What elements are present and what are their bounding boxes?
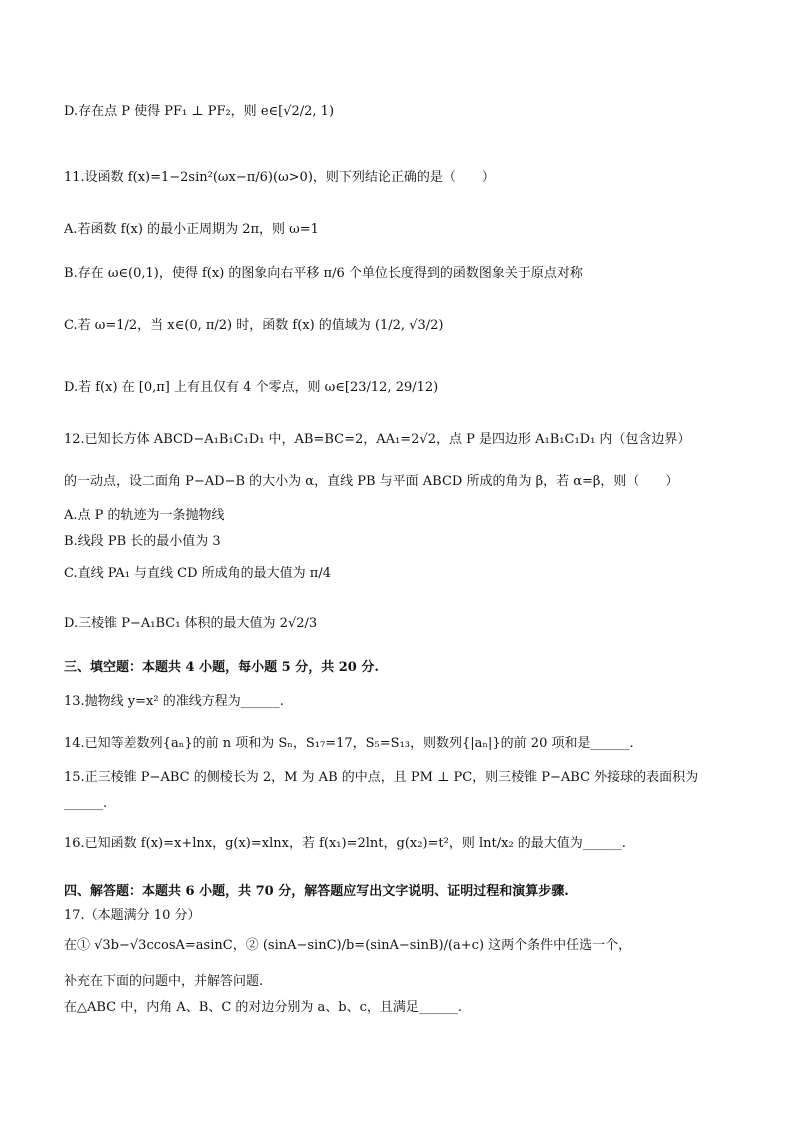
q17-title: 17.（本题满分 10 分） [64, 908, 201, 923]
section3-heading: 三、填空题：本题共 4 小题，每小题 5 分，共 20 分. [64, 660, 379, 675]
section4-heading: 四、解答题：本题共 6 小题，共 70 分，解答题应写出文字说明、证明过程和演算步骤. [64, 884, 569, 899]
q12-option-c: C.直线 PA₁ 与直线 CD 所成角的最大值为 π/4 [64, 566, 331, 581]
q13: 13.抛物线 y=x² 的准线方程为______. [64, 694, 284, 709]
q11-stem: 11.设函数 f(x)=1−2sin²(ωx−π/6)(ω>0)，则下列结论正确的是（ ） [64, 170, 495, 185]
q11-option-d: D.若 f(x) 在 [0,π] 上有且仅有 4 个零点，则 ω∈[23/12, 29/12) [64, 380, 439, 395]
q14: 14.已知等差数列{aₙ}的前 n 项和为 Sₙ，S₁₇=17，S₅=S₁₃，则数列{|aₙ|}的前 20 项和是______. [64, 736, 634, 751]
q10-option-d: D.存在点 P 使得 PF₁ ⊥ PF₂，则 e∈[√2/2, 1) [64, 104, 335, 119]
q15-line2: ______. [64, 796, 108, 811]
q17-conditions: 在① √3b−√3ccosA=asinC，② (sinA−sinC)/b=(sinA−sinB)/(a+c) 这两个条件中任选一个， [64, 938, 632, 953]
q12-stem-line1: 12.已知长方体 ABCD−A₁B₁C₁D₁ 中，AB=BC=2，AA₁=2√2，点 P 是四边形 A₁B₁C₁D₁ 内（包含边界） [64, 432, 691, 447]
q12-option-d: D.三棱锥 P−A₁BC₁ 体积的最大值为 2√2/3 [64, 616, 318, 631]
q17-fill-instruction: 补充在下面的问题中，并解答问题. [64, 974, 264, 989]
q12-stem-line2: 的一动点，设二面角 P−AD−B 的大小为 α，直线 PB 与平面 ABCD 所成的角为 β，若 α=β，则（ ） [64, 474, 679, 489]
q12-option-b: B.线段 PB 长的最小值为 3 [64, 534, 221, 549]
q15-line1: 15.正三棱锥 P−ABC 的侧棱长为 2，M 为 AB 的中点，且 PM ⊥ PC，则三棱锥 P−ABC 外接球的表面积为 [64, 770, 699, 785]
q17-stem: 在△ABC 中，内角 A、B、C 的对边分别为 a、b、c，且满足______. [64, 1000, 463, 1015]
q12-option-a: A.点 P 的轨迹为一条抛物线 [64, 508, 225, 523]
q11-option-c: C.若 ω=1/2，当 x∈(0, π/2) 时，函数 f(x) 的值域为 (1/2, √3/2) [64, 318, 444, 333]
q11-option-a: A.若函数 f(x) 的最小正周期为 2π，则 ω=1 [64, 222, 319, 237]
q11-option-b: B.存在 ω∈(0,1)，使得 f(x) 的图象向右平移 π/6 个单位长度得到的函数图象关于原点对称 [64, 266, 583, 281]
q16: 16.已知函数 f(x)=x+lnx，g(x)=xlnx，若 f(x₁)=2lnt，g(x₂)=t²，则 lnt/x₂ 的最大值为______. [64, 836, 626, 851]
